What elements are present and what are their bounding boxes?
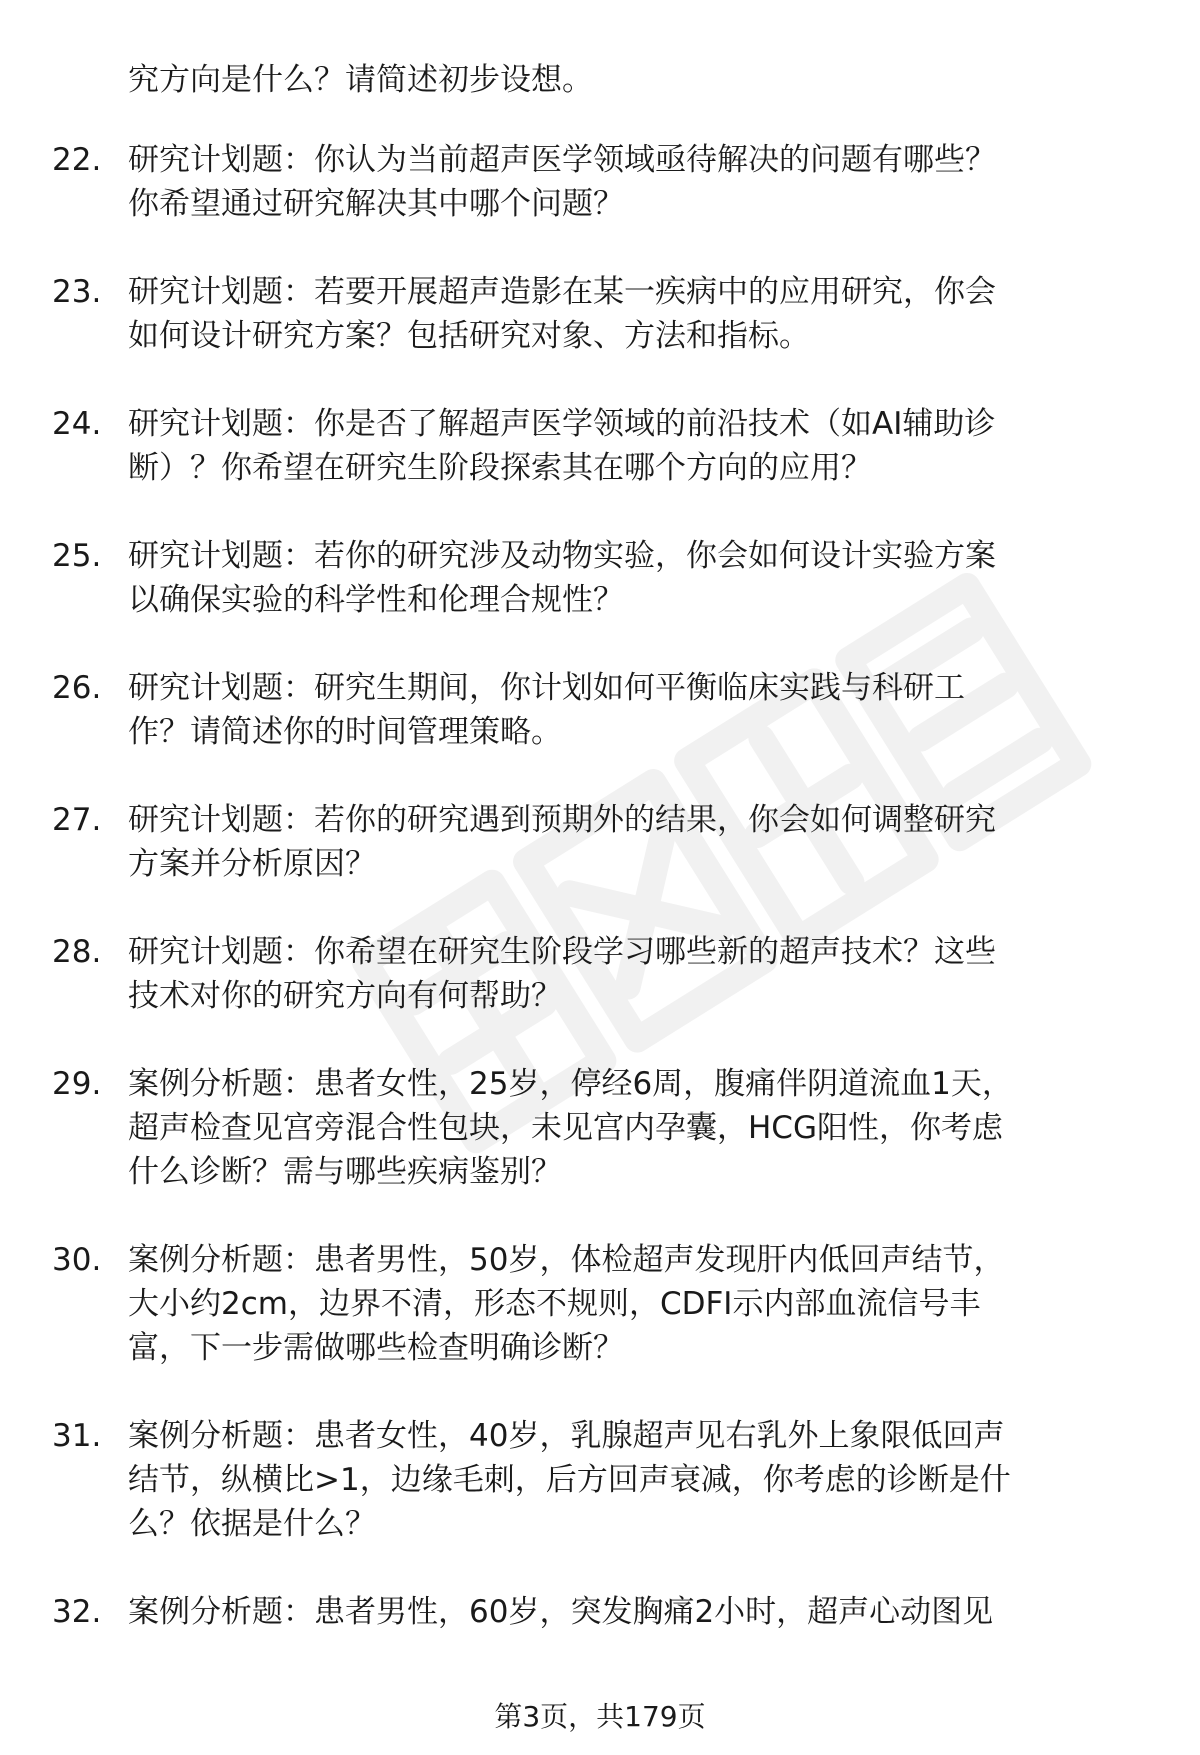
question-item — [0, 1414, 1200, 1590]
question-list — [0, 138, 1200, 1634]
question-text-line: 技术对你的研究方向有何帮助？ — [128, 978, 562, 1014]
question-text-line: 案例分析题：患者男性，60岁，突发胸痛2小时，超声心动图见 — [128, 1594, 994, 1630]
question-number: 27. — [52, 802, 102, 838]
question-text-line: 什么诊断？需与哪些疾病鉴别？ — [128, 1154, 562, 1190]
question-text-line: 你希望通过研究解决其中哪个问题？ — [128, 186, 624, 222]
question-number: 23. — [52, 274, 102, 310]
question-number: 28. — [52, 934, 102, 970]
question-item — [0, 1238, 1200, 1414]
question-number: 29. — [52, 1066, 102, 1102]
question-item — [0, 666, 1200, 798]
question-text-line: 案例分析题：患者男性，50岁，体检超声发现肝内低回声结节， — [128, 1242, 1005, 1278]
question-item — [0, 930, 1200, 1062]
question-number: 31. — [52, 1418, 102, 1454]
question-item — [0, 1590, 1200, 1634]
continuation-text: 究方向是什么？请简述初步设想。 — [128, 62, 593, 98]
question-item — [0, 270, 1200, 402]
question-item — [0, 402, 1200, 534]
question-text-line: 如何设计研究方案？包括研究对象、方法和指标。 — [128, 318, 810, 354]
question-number: 30. — [52, 1242, 102, 1278]
question-text-line: 以确保实验的科学性和伦理合规性？ — [128, 582, 624, 618]
question-text-line: 案例分析题：患者女性，40岁，乳腺超声见右乳外上象限低回声 — [128, 1418, 1005, 1454]
question-text-line: 研究计划题：若你的研究遇到预期外的结果，你会如何调整研究 — [128, 802, 996, 838]
page-number-footer: 第3页，共179页 — [494, 1700, 706, 1733]
question-text-line: 结节，纵横比>1，边缘毛刺，后方回声衰减，你考虑的诊断是什 — [128, 1462, 1011, 1498]
question-text-line: 作？请简述你的时间管理策略。 — [128, 714, 562, 750]
question-item — [0, 534, 1200, 666]
question-number: 26. — [52, 670, 102, 706]
question-item — [0, 798, 1200, 930]
question-text-line: 研究计划题：若要开展超声造影在某一疾病中的应用研究，你会 — [128, 274, 996, 310]
question-number: 24. — [52, 406, 102, 442]
question-text-line: 大小约2cm，边界不清，形态不规则，CDFI示内部血流信号丰 — [128, 1286, 981, 1322]
question-text-line: 研究计划题：你是否了解超声医学领域的前沿技术（如AI辅助诊 — [128, 406, 996, 442]
question-text-line: 研究计划题：你希望在研究生阶段学习哪些新的超声技术？这些 — [128, 934, 996, 970]
question-item — [0, 1062, 1200, 1238]
question-text-line: 么？依据是什么？ — [128, 1506, 376, 1542]
question-number: 22. — [52, 142, 102, 178]
question-text-line: 研究计划题：若你的研究涉及动物实验，你会如何设计实验方案 — [128, 538, 996, 574]
question-text-line: 断）？你希望在研究生阶段探索其在哪个方向的应用？ — [128, 450, 872, 486]
question-text-line: 方案并分析原因？ — [128, 846, 376, 882]
question-text-line: 超声检查见宫旁混合性包块，未见宫内孕囊，HCG阳性，你考虑 — [128, 1110, 1003, 1146]
question-text-line: 研究计划题：研究生期间，你计划如何平衡临床实践与科研工 — [128, 670, 965, 706]
question-text-line: 富，下一步需做哪些检查明确诊断？ — [128, 1330, 624, 1366]
question-text-line: 研究计划题：你认为当前超声医学领域亟待解决的问题有哪些？ — [128, 142, 996, 178]
question-number: 25. — [52, 538, 102, 574]
question-item — [0, 138, 1200, 270]
question-text-line: 案例分析题：患者女性，25岁，停经6周，腹痛伴阴道流血1天， — [128, 1066, 1013, 1102]
question-number: 32. — [52, 1594, 102, 1630]
